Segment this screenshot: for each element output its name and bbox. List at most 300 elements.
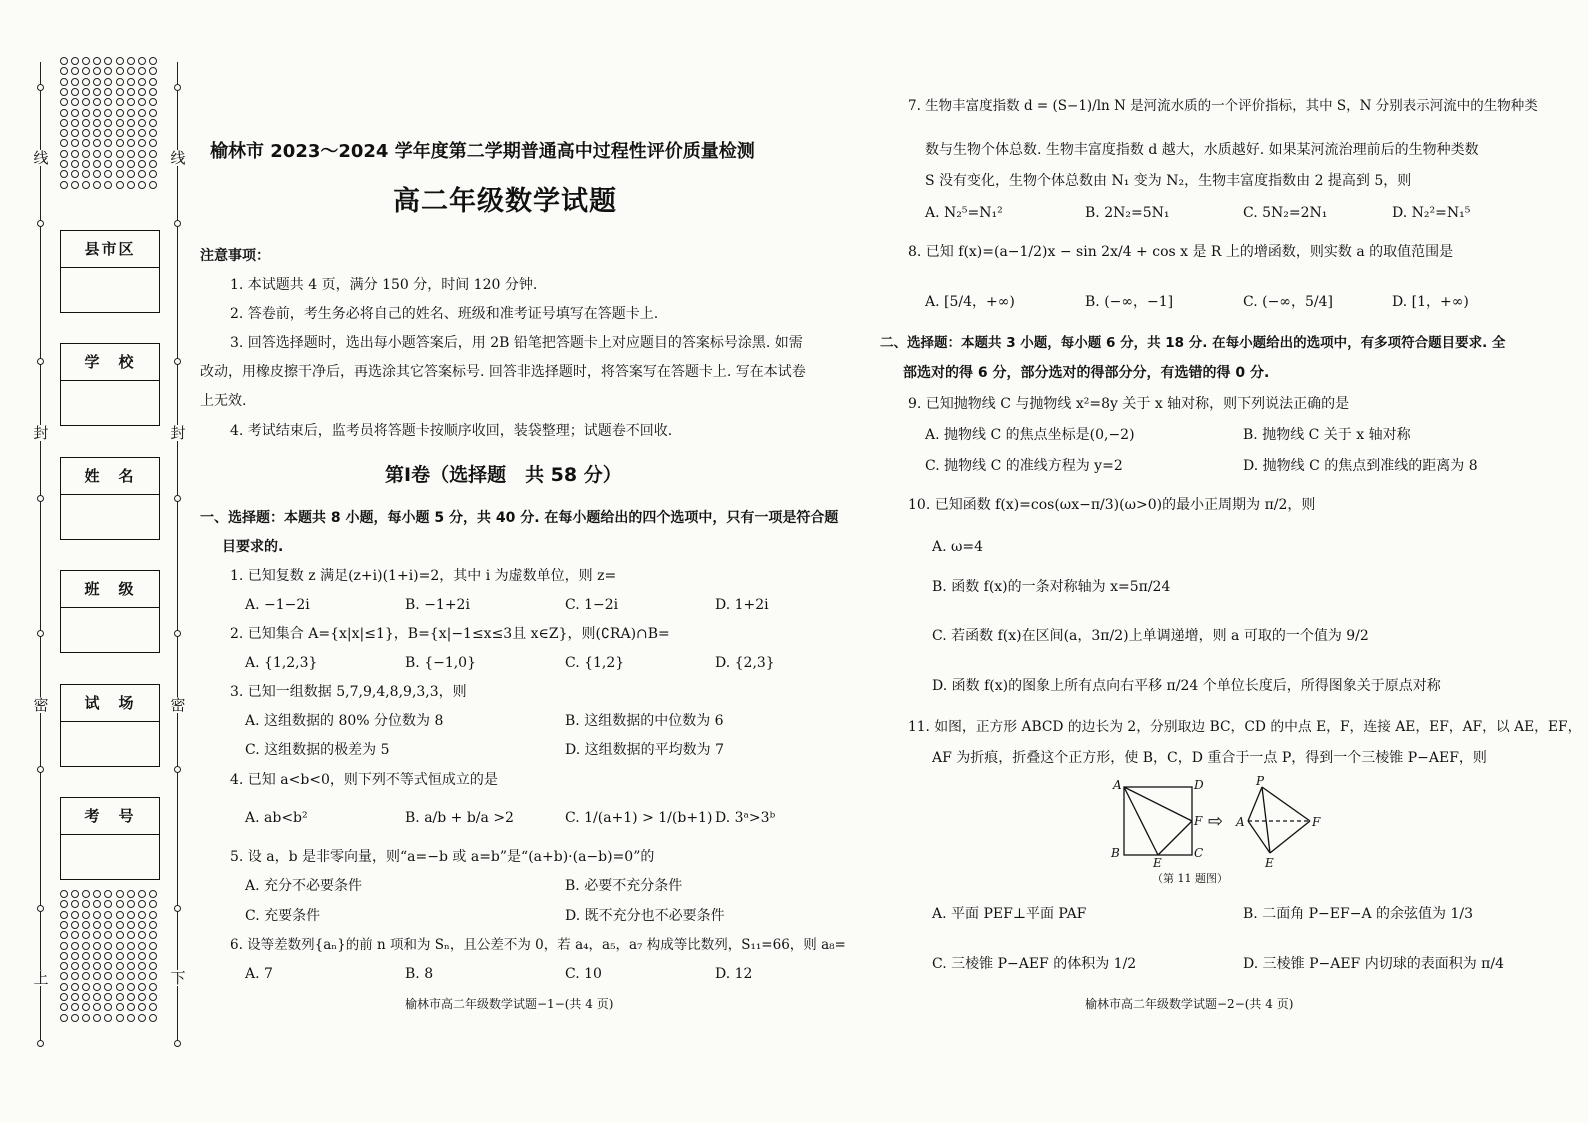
dot: [116, 170, 124, 178]
q9-option-b[interactable]: B. 抛物线 C 关于 x 轴对称: [1243, 427, 1411, 443]
dot: [116, 88, 124, 96]
dot: [104, 119, 112, 127]
q7-line1: 7. 生物丰富度指数 d = (S−1)/ln N 是河流水质的一个评价指标，其中 S，N 分别表示河流中的生物种类: [908, 98, 1538, 114]
field-exam-number[interactable]: [60, 797, 160, 880]
dot: [82, 1014, 90, 1022]
dot: [138, 78, 146, 86]
q4-option-c[interactable]: C. 1/(a+1) > 1/(b+1): [565, 810, 713, 826]
dot: [149, 993, 157, 1001]
q7-option-d[interactable]: D. N₂²=N₁⁵: [1392, 205, 1471, 221]
dot: [71, 900, 79, 908]
dot: [149, 921, 157, 929]
dot: [82, 942, 90, 950]
field-school[interactable]: [60, 343, 160, 426]
dot: [138, 890, 146, 898]
dot: [60, 170, 68, 178]
dot: [116, 911, 124, 919]
q10-option-c[interactable]: C. 若函数 f(x)在区间(a，3π/2)上单调递增，则 a 可取的一个值为 9/2: [932, 628, 1369, 644]
field-label: 考 号: [61, 798, 159, 835]
q7-option-c[interactable]: C. 5N₂=2N₁: [1243, 205, 1328, 221]
dot: [127, 911, 135, 919]
q5-option-a[interactable]: A. 充分不必要条件: [245, 878, 363, 894]
q10-option-b[interactable]: B. 函数 f(x)的一条对称轴为 x=5π/24: [932, 579, 1171, 595]
dot: [116, 57, 124, 65]
dot: [60, 150, 68, 158]
dot: [138, 88, 146, 96]
dot: [116, 139, 124, 147]
q2-option-d[interactable]: D. {2,3}: [715, 655, 775, 671]
margin-char-right-3: 密: [170, 696, 186, 714]
dot: [149, 931, 157, 939]
dot: [93, 983, 101, 991]
dot: [93, 931, 101, 939]
q2-stem: 2. 已知集合 A={x|x|≤1}，B={x|−1≤x≤3且 x∈Z}，则(∁RA)∩B=: [230, 626, 670, 642]
field-label: 班 级: [61, 571, 159, 608]
dot: [149, 890, 157, 898]
dot: [127, 129, 135, 137]
q9-option-c[interactable]: C. 抛物线 C 的准线方程为 y=2: [925, 458, 1123, 474]
margin-char-left-1: 线: [33, 149, 49, 167]
dot: [138, 67, 146, 75]
field-class[interactable]: [60, 570, 160, 653]
dot: [71, 119, 79, 127]
dot: [71, 962, 79, 970]
dot: [138, 942, 146, 950]
note-3-end: 上无效.: [200, 393, 247, 409]
dot: [104, 129, 112, 137]
dot: [71, 88, 79, 96]
q4-option-d[interactable]: D. 3ᵃ>3ᵇ: [715, 810, 776, 826]
field-label: 试 场: [61, 685, 159, 722]
dot: [93, 972, 101, 980]
q6-option-a[interactable]: A. 7: [245, 966, 273, 982]
dot: [60, 109, 68, 117]
dot: [104, 983, 112, 991]
dot: [116, 890, 124, 898]
dot: [60, 88, 68, 96]
note-2: 2. 答卷前，考生务必将自己的姓名、班级和准考证号填写在答题卡上.: [230, 306, 659, 322]
dot: [71, 160, 79, 168]
dot: [71, 952, 79, 960]
fig-label-b: B: [1111, 846, 1120, 860]
dot: [149, 181, 157, 189]
subject-title: 高二年级数学试题: [393, 186, 617, 217]
dot: [82, 67, 90, 75]
q9-stem: 9. 已知抛物线 C 与抛物线 x²=8y 关于 x 轴对称，则下列说法正确的是: [908, 396, 1350, 412]
dot: [93, 890, 101, 898]
dot: [149, 98, 157, 106]
q1-option-a[interactable]: A. −1−2i: [245, 597, 310, 613]
q10-option-d[interactable]: D. 函数 f(x)的图象上所有点向右平移 π/24 个单位长度后，所得图象关于原点对称: [932, 678, 1441, 694]
dot: [149, 952, 157, 960]
dot: [82, 900, 90, 908]
q3-stem: 3. 已知一组数据 5,7,9,4,8,9,3,3，则: [230, 684, 467, 700]
dot: [149, 119, 157, 127]
dot: [138, 1003, 146, 1011]
dot: [71, 150, 79, 158]
dot: [127, 67, 135, 75]
dot: [60, 931, 68, 939]
dot: [127, 900, 135, 908]
dot: [104, 78, 112, 86]
q4-option-b[interactable]: B. a/b + b/a >2: [405, 810, 514, 826]
dot: [82, 962, 90, 970]
dot: [149, 109, 157, 117]
q6-option-d[interactable]: D. 12: [715, 966, 753, 982]
dot: [138, 931, 146, 939]
dot: [149, 170, 157, 178]
dot: [93, 139, 101, 147]
fig-label-e2: E: [1265, 856, 1274, 870]
dot: [116, 119, 124, 127]
dot: [104, 88, 112, 96]
dot: [104, 139, 112, 147]
margin-line-right: [177, 62, 178, 1047]
dot: [138, 170, 146, 178]
q11-line2: AF 为折痕，折叠这个正方形，使 B，C，D 重合于一点 P，得到一个三棱锥 P−AEF，则: [932, 750, 1487, 766]
dot: [116, 1014, 124, 1022]
field-county[interactable]: [60, 230, 160, 313]
margin-line-left: [40, 62, 41, 1047]
note-3: 3. 回答选择题时，选出每小题答案后，用 2B 铅笔把答题卡上对应题目的答案标号涂黑. 如需: [230, 335, 803, 351]
dot: [93, 962, 101, 970]
q11-option-d[interactable]: D. 三棱锥 P−AEF 内切球的表面积为 π/4: [1243, 956, 1504, 972]
dot: [93, 88, 101, 96]
dot: [60, 98, 68, 106]
q11-figure: [1100, 775, 1340, 887]
dot: [138, 911, 146, 919]
dot: [127, 921, 135, 929]
part-heading: 第Ⅰ卷（选择题 共 58 分）: [385, 464, 622, 486]
dot: [93, 109, 101, 117]
dot: [71, 890, 79, 898]
dot: [127, 139, 135, 147]
dot: [127, 170, 135, 178]
dot: [71, 972, 79, 980]
dot: [138, 129, 146, 137]
margin-char-right-1: 线: [170, 149, 186, 167]
dot: [149, 983, 157, 991]
dot: [116, 942, 124, 950]
dot: [71, 170, 79, 178]
dot-pattern-top: [60, 57, 158, 189]
dot: [127, 181, 135, 189]
dot: [104, 160, 112, 168]
q11-option-a[interactable]: A. 平面 PEF⊥平面 PAF: [932, 906, 1087, 922]
note-4: 4. 考试结束后，监考员将答题卡按顺序收回，装袋整理；试题卷不回收.: [230, 423, 673, 439]
dot: [93, 67, 101, 75]
q5-option-d[interactable]: D. 既不充分也不必要条件: [565, 908, 725, 924]
dot: [104, 911, 112, 919]
q8-option-b[interactable]: B. (−∞，−1]: [1085, 294, 1174, 310]
fold-arrow-icon: ⇨: [1208, 811, 1224, 832]
dot: [71, 993, 79, 1001]
dot: [149, 1003, 157, 1011]
dot: [71, 109, 79, 117]
q8-stem: 8. 已知 f(x)=(a−1/2)x − sin 2x/4 + cos x 是 R 上的增函数，则实数 a 的取值范围是: [908, 244, 1454, 260]
dot: [71, 78, 79, 86]
q7-option-b[interactable]: B. 2N₂=5N₁: [1085, 205, 1170, 221]
dot: [82, 88, 90, 96]
q1-option-d[interactable]: D. 1+2i: [715, 597, 769, 613]
dot-pattern-bottom: [60, 890, 158, 1022]
dot: [71, 931, 79, 939]
dot: [127, 88, 135, 96]
dot: [60, 181, 68, 189]
dot: [93, 921, 101, 929]
dot: [127, 160, 135, 168]
dot: [60, 890, 68, 898]
section1-line2: 目要求的.: [222, 539, 284, 555]
fig-caption: （第 11 题图）: [1152, 872, 1228, 885]
q8-option-d[interactable]: D. [1，+∞): [1392, 294, 1469, 310]
edge-ef: [1270, 821, 1310, 853]
dot: [138, 900, 146, 908]
dot: [82, 972, 90, 980]
dot: [116, 109, 124, 117]
dot: [104, 993, 112, 1001]
margin-char-left-2: 封: [33, 424, 49, 442]
fig-label-a2: A: [1236, 815, 1245, 829]
dot: [93, 911, 101, 919]
q3-option-a[interactable]: A. 这组数据的 80% 分位数为 8: [245, 713, 444, 729]
dot: [60, 952, 68, 960]
dot: [93, 900, 101, 908]
dot: [82, 57, 90, 65]
q3-option-c[interactable]: C. 这组数据的极差为 5: [245, 742, 390, 758]
dot: [82, 1003, 90, 1011]
q4-option-a[interactable]: A. ab<b²: [245, 810, 308, 826]
dot: [138, 952, 146, 960]
dot: [149, 57, 157, 65]
q1-option-b[interactable]: B. −1+2i: [405, 597, 470, 613]
field-label: 县市区: [61, 231, 159, 268]
dot: [104, 109, 112, 117]
dot: [127, 57, 135, 65]
dot: [138, 150, 146, 158]
dot: [127, 78, 135, 86]
dot: [71, 129, 79, 137]
dot: [93, 57, 101, 65]
dot: [104, 57, 112, 65]
dot: [60, 921, 68, 929]
dot: [127, 890, 135, 898]
field-label: 学 校: [61, 344, 159, 381]
q2-option-c[interactable]: C. {1,2}: [565, 655, 625, 671]
dot: [127, 109, 135, 117]
dot: [93, 170, 101, 178]
q1-stem: 1. 已知复数 z 满足(z+i)(1+i)=2，其中 i 为虚数单位，则 z=: [230, 568, 617, 584]
dot: [116, 931, 124, 939]
dot: [71, 67, 79, 75]
dot: [138, 57, 146, 65]
dot: [104, 962, 112, 970]
dot: [104, 942, 112, 950]
dot: [116, 952, 124, 960]
dot: [104, 1014, 112, 1022]
dot: [82, 952, 90, 960]
dot: [60, 993, 68, 1001]
dot: [82, 78, 90, 86]
notes-heading: 注意事项：: [200, 248, 270, 264]
dot: [138, 921, 146, 929]
dot: [60, 962, 68, 970]
dot: [60, 911, 68, 919]
edge-pf: [1262, 787, 1310, 821]
q11-option-b[interactable]: B. 二面角 P−EF−A 的余弦值为 1/3: [1243, 906, 1473, 922]
dot: [149, 88, 157, 96]
dot: [71, 57, 79, 65]
segment-ef: [1158, 821, 1192, 855]
dot: [116, 1003, 124, 1011]
dot: [93, 150, 101, 158]
dot: [60, 129, 68, 137]
edge-pa: [1248, 787, 1262, 821]
dot: [104, 900, 112, 908]
q5-option-c[interactable]: C. 充要条件: [245, 908, 321, 924]
dot: [127, 993, 135, 1001]
dot: [127, 972, 135, 980]
dot: [93, 993, 101, 1001]
q4-stem: 4. 已知 a<b<0，则下列不等式恒成立的是: [230, 772, 498, 788]
dot: [138, 98, 146, 106]
dot: [71, 983, 79, 991]
dot: [116, 67, 124, 75]
dot: [149, 150, 157, 158]
dot: [71, 942, 79, 950]
dot: [82, 890, 90, 898]
dot: [93, 129, 101, 137]
field-label: 姓 名: [61, 458, 159, 495]
dot: [116, 993, 124, 1001]
q6-option-b[interactable]: B. 8: [405, 966, 434, 982]
dot: [104, 890, 112, 898]
q7-option-a[interactable]: A. N₂⁵=N₁²: [925, 205, 1003, 221]
q11-line1: 11. 如图，正方形 ABCD 的边长为 2，分别取边 BC，CD 的中点 E，F，连接 AE，EF，AF，以 AE，EF，: [908, 719, 1582, 735]
dot: [116, 972, 124, 980]
q2-option-a[interactable]: A. {1,2,3}: [245, 655, 318, 671]
dot: [93, 181, 101, 189]
square-abcd: [1124, 787, 1192, 855]
q3-option-d[interactable]: D. 这组数据的平均数为 7: [565, 742, 724, 758]
footer-right: 榆林市高二年级数学试题−2−(共 4 页): [1085, 997, 1294, 1011]
dot: [127, 1014, 135, 1022]
dot: [93, 1003, 101, 1011]
q6-option-c[interactable]: C. 10: [565, 966, 602, 982]
dot: [93, 78, 101, 86]
dot: [138, 160, 146, 168]
dot: [149, 962, 157, 970]
q11-option-c[interactable]: C. 三棱锥 P−AEF 的体积为 1/2: [932, 956, 1137, 972]
dot: [116, 900, 124, 908]
margin-char-left-4: 上: [33, 969, 49, 987]
dot: [60, 1014, 68, 1022]
dot: [149, 160, 157, 168]
dot: [60, 1003, 68, 1011]
dot: [149, 1014, 157, 1022]
dot: [71, 139, 79, 147]
dot: [149, 900, 157, 908]
dot: [104, 1003, 112, 1011]
dot: [60, 78, 68, 86]
dot: [82, 921, 90, 929]
section2-line2: 部选对的得 6 分，部分选对的得部分分，有选错的得 0 分.: [903, 365, 1270, 381]
q5-option-b[interactable]: B. 必要不充分条件: [565, 878, 683, 894]
q3-option-b[interactable]: B. 这组数据的中位数为 6: [565, 713, 724, 729]
dot: [104, 972, 112, 980]
q2-option-b[interactable]: B. {−1,0}: [405, 655, 476, 671]
dot: [93, 160, 101, 168]
q5-stem: 5. 设 a，b 是非零向量，则“a=−b 或 a=b”是“(a+b)·(a−b)=0”的: [230, 849, 655, 865]
margin-char-right-2: 封: [170, 424, 186, 442]
footer-left: 榆林市高二年级数学试题−1−(共 4 页): [405, 997, 614, 1011]
fig-label-f: F: [1194, 814, 1203, 828]
fig-label-f2: F: [1312, 815, 1321, 829]
dot: [127, 942, 135, 950]
q9-option-a[interactable]: A. 抛物线 C 的焦点坐标是(0,−2): [925, 427, 1135, 443]
dot: [138, 119, 146, 127]
dot: [149, 139, 157, 147]
segment-af: [1124, 787, 1192, 821]
dot: [127, 931, 135, 939]
margin-char-right-4: 下: [170, 969, 186, 987]
dot: [127, 1003, 135, 1011]
dot: [104, 150, 112, 158]
dot: [60, 139, 68, 147]
q8-option-a[interactable]: A. [5/4，+∞): [925, 294, 1015, 310]
dot: [60, 160, 68, 168]
dot: [82, 993, 90, 1001]
dot: [93, 98, 101, 106]
dot: [127, 952, 135, 960]
dot: [127, 150, 135, 158]
dot: [116, 129, 124, 137]
exam-title: 榆林市 2023～2024 学年度第二学期普通高中过程性评价质量检测: [210, 141, 755, 162]
dot: [82, 931, 90, 939]
dot: [71, 921, 79, 929]
q1-option-c[interactable]: C. 1−2i: [565, 597, 619, 613]
note-3-cont: 改动，用橡皮擦干净后，再选涂其它答案标号. 回答非选择题时，将答案写在答题卡上. 写在本试卷: [200, 364, 806, 380]
q8-option-c[interactable]: C. (−∞，5/4]: [1243, 294, 1333, 310]
dot: [116, 78, 124, 86]
dot: [149, 67, 157, 75]
dot: [127, 983, 135, 991]
dot: [60, 119, 68, 127]
dot: [93, 119, 101, 127]
dot: [60, 57, 68, 65]
dot: [116, 160, 124, 168]
dot: [149, 78, 157, 86]
dot: [138, 139, 146, 147]
dot: [116, 962, 124, 970]
dot: [116, 921, 124, 929]
dot: [60, 900, 68, 908]
dot: [116, 181, 124, 189]
dot: [104, 170, 112, 178]
dot: [116, 150, 124, 158]
dot: [71, 181, 79, 189]
dot: [138, 1014, 146, 1022]
segment-ae: [1124, 787, 1158, 855]
field-room[interactable]: [60, 684, 160, 767]
q10-option-a[interactable]: A. ω=4: [932, 539, 984, 555]
q9-option-d[interactable]: D. 抛物线 C 的焦点到准线的距离为 8: [1243, 458, 1478, 474]
dot: [149, 942, 157, 950]
dot: [138, 983, 146, 991]
field-name[interactable]: [60, 457, 160, 540]
dot: [138, 993, 146, 1001]
dot: [149, 129, 157, 137]
